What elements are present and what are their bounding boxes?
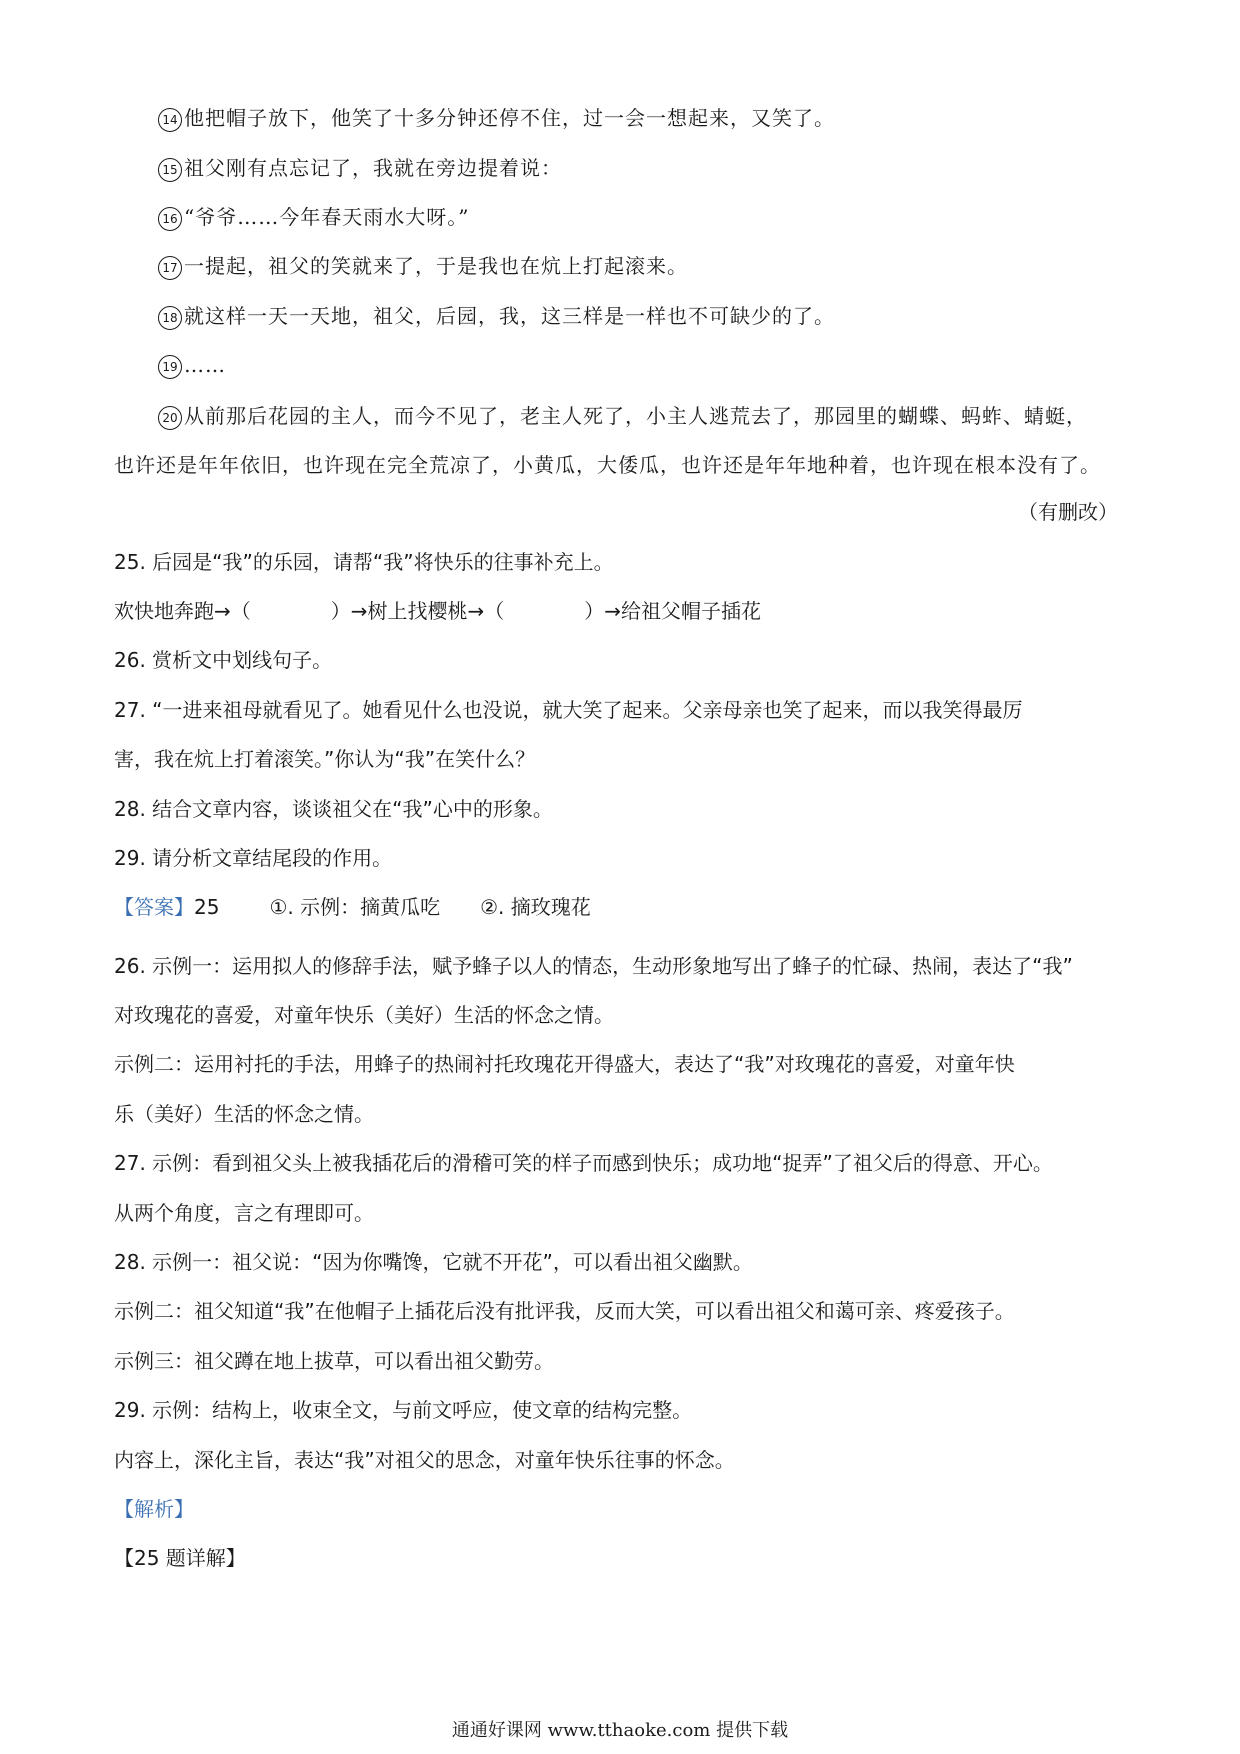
paragraph-text: ……	[184, 353, 226, 377]
detail-25-tag: 【25 题详解】	[114, 1546, 246, 1570]
chain-part-2: ）→树上找樱桃→（	[330, 599, 505, 623]
question-25-chain	[114, 599, 761, 623]
passage-paragraph-15	[158, 156, 562, 182]
answer-29-line-1: 29. 示例：结构上，收束全文，与前文呼应，使文章的结构完整。	[114, 1398, 693, 1422]
footer-download-note: 通通好课网 www.tthaoke.com 提供下载	[451, 1720, 789, 1741]
paragraph-text: 就这样一天一天地，祖父，后园，我，这三样是一样也不可缺少的了。	[184, 304, 835, 328]
answer-26-line-1: 26. 示例一：运用拟人的修辞手法，赋予蜂子以人的情态，生动形象地写出了蜂子的忙碌、热闹，表达了“我”	[114, 954, 1073, 978]
paragraph-text: 祖父刚有点忘记了，我就在旁边提着说：	[184, 156, 562, 180]
answer-26-line-4: 乐（美好）生活的怀念之情。	[114, 1102, 374, 1126]
chain-part-3: ）→给祖父帽子插花	[584, 599, 762, 623]
answer-28-line-3: 示例三：祖父蹲在地上拔草，可以看出祖父勤劳。	[114, 1349, 554, 1373]
paragraph-number: 19	[158, 355, 182, 379]
analysis-tag: 【解析】	[114, 1497, 194, 1521]
passage-paragraph-18	[158, 304, 835, 330]
answer-27-line-2: 从两个角度，言之有理即可。	[114, 1201, 374, 1225]
question-28: 28. 结合文章内容，谈谈祖父在“我”心中的形象。	[114, 797, 553, 821]
paragraph-number: 17	[158, 256, 182, 280]
answer-29-line-2: 内容上，深化主旨，表达“我”对祖父的思念，对童年快乐往事的怀念。	[114, 1448, 735, 1472]
answer-25-item-1: ①. 示例：摘黄瓜吃	[269, 895, 441, 919]
answer-25-item-2: ②. 摘玫瑰花	[480, 895, 591, 919]
question-27-line-1: 27. “一进来祖母就看见了。她看见什么也没说，就大笑了起来。父亲母亲也笑了起来，而以我笑得最厉	[114, 698, 1023, 722]
paragraph-text: 他把帽子放下，他笑了十多分钟还停不住，过一会一想起来，又笑了。	[184, 106, 835, 130]
paragraph-number: 18	[158, 306, 182, 330]
paragraph-text: 从前那后花园的主人，而今不见了，老主人死了，小主人逃荒去了，那园里的蝴蝶、蚂蚱、蜻蜓，	[184, 404, 1087, 428]
passage-paragraph-17	[158, 254, 688, 280]
answer-25	[114, 895, 591, 919]
answer-27-line-1: 27. 示例：看到祖父头上被我插花后的滑稽可笑的样子而感到快乐；成功地“捉弄”了祖父后的得意、开心。	[114, 1151, 1053, 1175]
paragraph-text: “爷爷……今年春天雨水大呀。”	[184, 205, 470, 229]
passage-paragraph-20	[158, 404, 1087, 430]
paragraph-number: 16	[158, 207, 182, 231]
question-29: 29. 请分析文章结尾段的作用。	[114, 846, 393, 870]
question-27-line-2: 害，我在炕上打着滚笑。”你认为“我”在笑什么？	[114, 747, 536, 771]
answer-25-number: 25	[194, 895, 220, 919]
paragraph-text: 一提起，祖父的笑就来了，于是我也在炕上打起滚来。	[184, 254, 688, 278]
answer-26-line-2: 对玫瑰花的喜爱，对童年快乐（美好）生活的怀念之情。	[114, 1003, 614, 1027]
paragraph-number: 20	[158, 406, 182, 430]
answer-tag: 【答案】	[114, 895, 194, 919]
paragraph-number: 14	[158, 108, 182, 132]
answer-28-line-1: 28. 示例一：祖父说：“因为你嘴馋，它就不开花”，可以看出祖父幽默。	[114, 1250, 753, 1274]
passage-paragraph-19	[158, 353, 226, 379]
answer-26-line-3: 示例二：运用衬托的手法，用蜂子的热闹衬托玫瑰花开得盛大，表达了“我”对玫瑰花的喜爱，对童年快	[114, 1052, 1015, 1076]
chain-part-1: 欢快地奔跑→（	[114, 599, 251, 623]
paragraph-number: 15	[158, 158, 182, 182]
source-note: （有删改）	[1018, 500, 1118, 524]
question-26: 26. 赏析文中划线句子。	[114, 648, 333, 672]
question-25: 25. 后园是“我”的乐园，请帮“我”将快乐的往事补充上。	[114, 550, 614, 574]
answer-28-line-2: 示例二：祖父知道“我”在他帽子上插花后没有批评我，反而大笑，可以看出祖父和蔼可亲、疼爱孩子。	[114, 1299, 1015, 1323]
passage-paragraph-20-continued: 也许还是年年依旧，也许现在完全荒凉了，小黄瓜，大倭瓜，也许还是年年地种着，也许现在根本没有了。	[114, 453, 1101, 477]
passage-paragraph-16	[158, 205, 469, 231]
passage-paragraph-14	[158, 106, 835, 132]
